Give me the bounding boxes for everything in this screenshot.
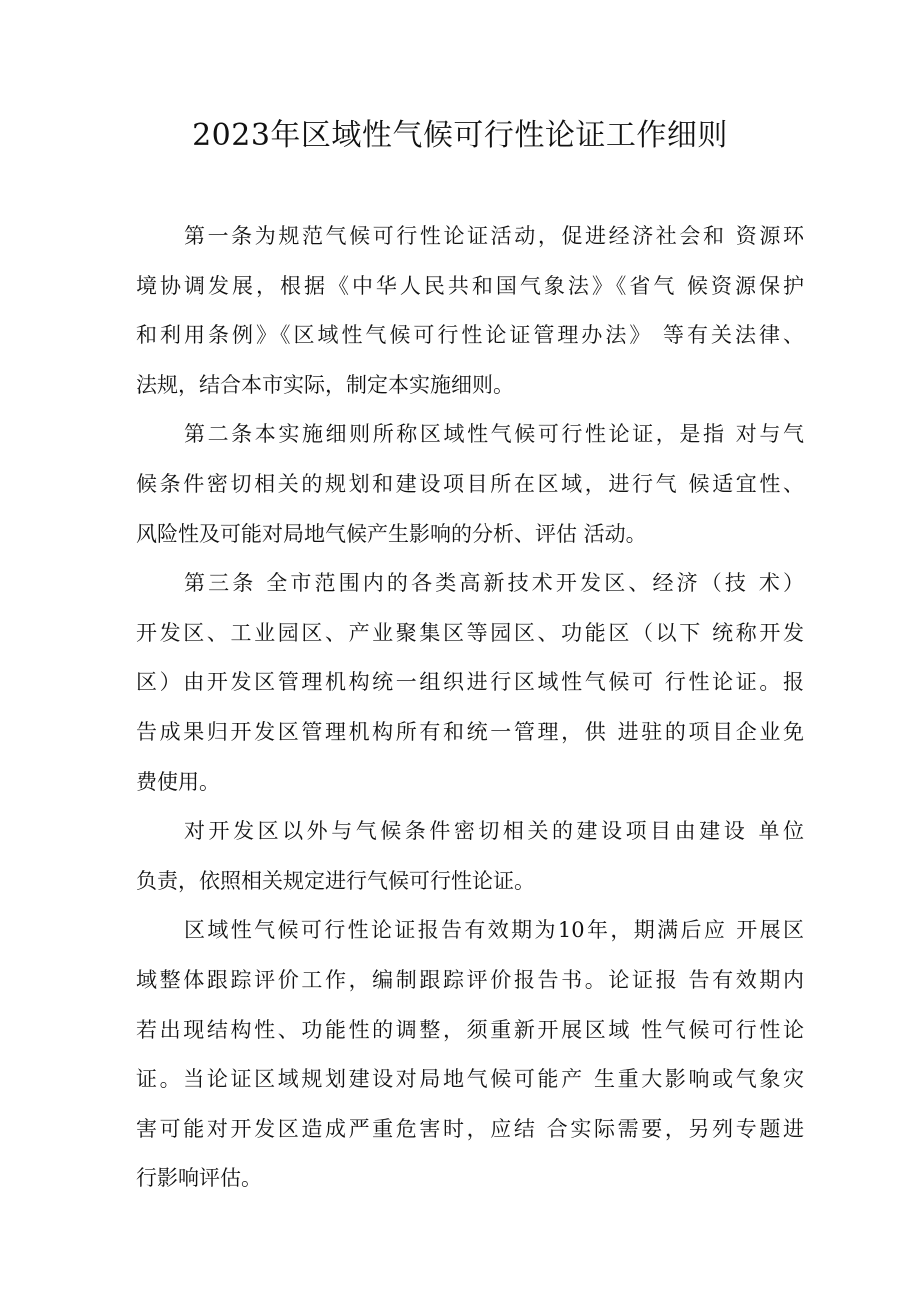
paragraph-line: 区域性气候可行性论证报告有效期为10年，期满后应 开展区	[184, 918, 804, 943]
paragraph-line: 和利用条例》《区域性气候可行性论证管理办法》 等有关法律、	[136, 323, 804, 348]
paragraph-line: 对开发区以外与气候条件密切相关的建设项目由建设 单位	[184, 819, 804, 844]
paragraph-line: 告成果归开发区管理机构所有和统一管理，供 进驻的项目企业免	[136, 719, 804, 744]
paragraph-line: 候条件密切相关的规划和建设项目所在区域，进行气 候适宜性、	[136, 471, 804, 496]
paragraph-line: 第二条本实施细则所称区域性气候可行性论证，是指 对与气	[184, 422, 804, 447]
paragraph-line: 开发区、工业园区、产业聚集区等园区、功能区（以下 统称开发	[136, 620, 804, 645]
paragraph-line: 行影响评估。	[136, 1166, 262, 1191]
paragraph-article-3	[136, 559, 804, 807]
paragraph-line: 域整体跟踪评价工作，编制跟踪评价报告书。论证报 告有效期内	[136, 967, 804, 992]
paragraph-line: 风险性及可能对局地气候产生影响的分析、评估 活动。	[136, 521, 647, 546]
paragraph-article-1	[136, 212, 804, 410]
paragraph-line: 区）由开发区管理机构统一组织进行区域性气候可 行性论证。报	[136, 670, 804, 695]
paragraph-line: 境协调发展，根据《中华人民共和国气象法》《省气 候资源保护	[136, 273, 804, 298]
paragraph-line: 费使用。	[136, 769, 220, 794]
paragraph-validity-period	[136, 906, 804, 1204]
paragraph-external-projects	[136, 807, 804, 906]
paragraph-line: 法规，结合本市实际，制定本实施细则。	[136, 372, 514, 397]
paragraph-line: 害可能对开发区造成严重危害时，应结 合实际需要，另列专题进	[136, 1116, 804, 1141]
paragraph-line: 证。当论证区域规划建设对局地气候可能产 生重大影响或气象灾	[136, 1067, 804, 1092]
paragraph-line: 若出现结构性、功能性的调整，须重新开展区域 性气候可行性论	[136, 1017, 804, 1042]
document-body	[136, 212, 804, 1204]
paragraph-article-2	[136, 410, 804, 559]
paragraph-line: 第一条为规范气候可行性论证活动，促进经济社会和 资源环	[184, 224, 804, 248]
document-title: 2023年区域性气候可行性论证工作细则	[192, 118, 728, 153]
paragraph-line: 第三条 全市范围内的各类高新技术开发区、经济（技 术）	[184, 571, 804, 596]
paragraph-line: 负责，依照相关规定进行气候可行性论证。	[136, 868, 535, 893]
